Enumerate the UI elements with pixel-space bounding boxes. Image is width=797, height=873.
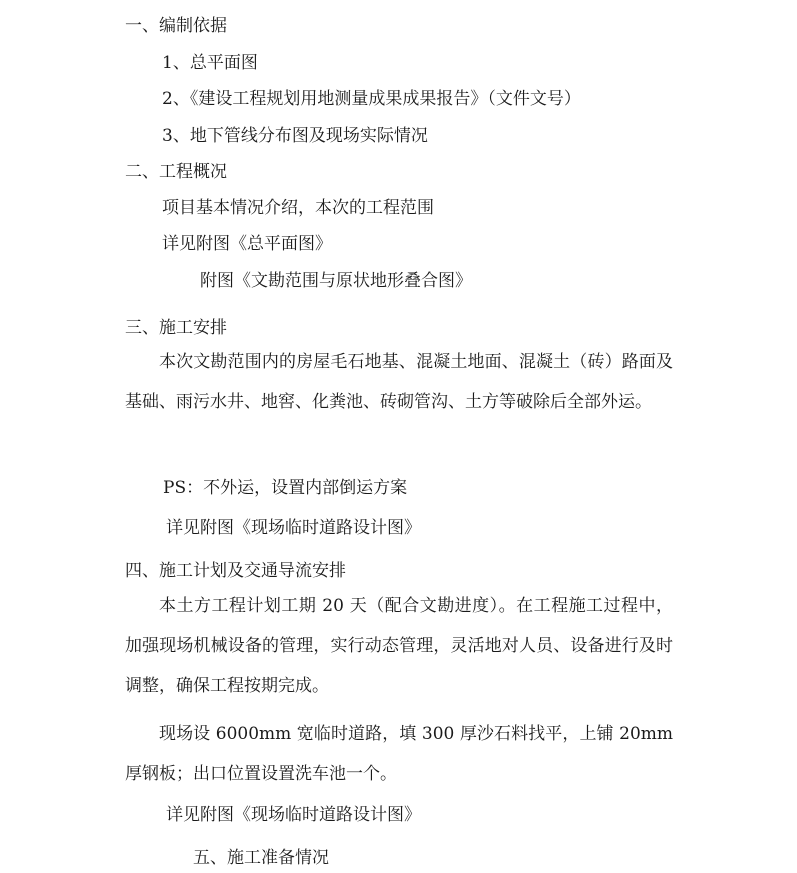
figure-reference: 附图《文勘范围与原状地形叠合图》 <box>200 271 472 291</box>
figure-reference: 详见附图《现场临时道路设计图》 <box>166 805 421 825</box>
list-item: 1、总平面图 <box>162 53 258 73</box>
body-paragraph: 现场设 6000mm 宽临时道路，填 300 厚沙石料找平，上铺 20mm 厚钢板；出口位置设置洗车池一个。 <box>125 724 673 784</box>
list-item: 2、《建设工程规划用地测量成果成果报告》（文件文号） <box>162 89 581 109</box>
body-paragraph: 本土方工程计划工期 20 天（配合文勘进度）。在工程施工过程中，加强现场机械设备的管理，实行动态管理，灵活地对人员、设备进行及时调整，确保工程按期完成。 <box>125 596 673 696</box>
ps-note: PS：不外运，设置内部倒运方案 <box>163 478 408 498</box>
body-line: 项目基本情况介绍，本次的工程范围 <box>162 198 434 218</box>
body-paragraph: 本次文勘范围内的房屋毛石地基、混凝土地面、混凝土（砖）路面及基础、雨污水井、地窖、化粪池、砖砌管沟、土方等破除后全部外运。 <box>125 352 673 412</box>
section-heading-1: 一、编制依据 <box>125 16 227 36</box>
figure-reference: 详见附图《现场临时道路设计图》 <box>166 518 421 538</box>
section-heading-2: 二、工程概况 <box>125 162 227 182</box>
figure-reference: 详见附图《总平面图》 <box>162 234 332 254</box>
list-item: 3、地下管线分布图及现场实际情况 <box>162 126 428 146</box>
section-heading-3: 三、施工安排 <box>125 318 227 338</box>
section-heading-4: 四、施工计划及交通导流安排 <box>125 561 346 581</box>
section-heading-5: 五、施工准备情况 <box>193 848 329 868</box>
